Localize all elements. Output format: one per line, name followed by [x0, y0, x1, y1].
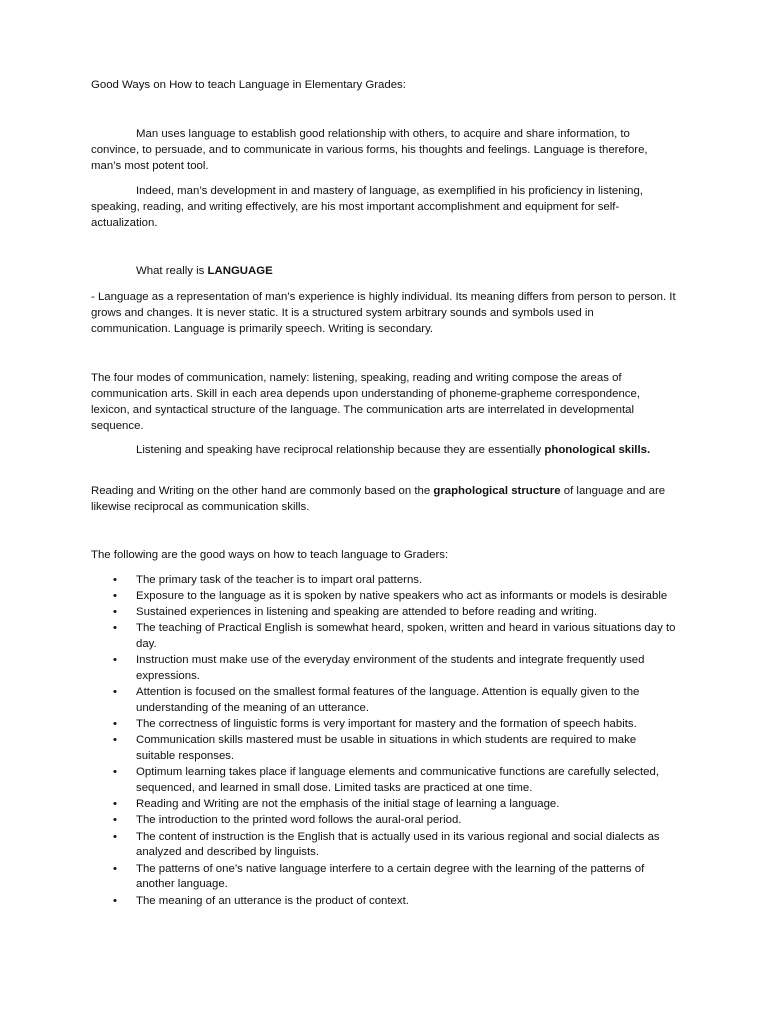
intro-paragraph-1: Man uses language to establish good relationship with others, to acquire and share information, to convince, to persuade, and to communicate in various forms, his thoughts and feelings. Language is therefore, man’s most potent tool.	[91, 128, 648, 172]
list-item	[91, 862, 676, 894]
list-item-text: Attention is focused on the smallest formal features of the language. Attention is equally given to the understanding of the meaning of an utterance.	[136, 686, 640, 715]
intro-paragraph-2: Indeed, man’s development in and mastery of language, as exemplified in his proficiency in listening, speaking, reading, and writing effectively, are his most important accomplishment and equipment for self-actualization.	[91, 185, 643, 229]
list-item-text: Reading and Writing are not the emphasis of the initial stage of learning a language.	[136, 798, 560, 811]
list-item-text: Exposure to the language as it is spoken by native speakers who act as informants or models is desirable	[136, 590, 668, 603]
bullet-icon: •	[113, 654, 117, 667]
list-item	[91, 621, 676, 653]
list-item-text: The content of instruction is the English that is actually used in its various regional and social dialects as analyzed and described by linguists.	[136, 830, 660, 859]
list-item-text: The introduction to the printed word follows the aural-oral period.	[136, 814, 462, 827]
list-item-text: Communication skills mastered must be usable in situations in which students are required to make suitable responses.	[136, 734, 637, 763]
list-item	[91, 573, 676, 589]
graphological-structure-term: graphological structure	[433, 485, 561, 497]
bullet-icon: •	[113, 830, 117, 843]
bullet-icon: •	[113, 622, 117, 635]
list-item	[91, 894, 676, 910]
list-item-text: Instruction must make use of the everyday environment of the students and integrate frequently used expressions.	[136, 654, 645, 683]
list-item	[91, 589, 676, 605]
list-item	[91, 605, 676, 621]
list-item-text: Optimum learning takes place if language elements and communicative functions are carefully selected, sequenced, and learned in small dose. Limited tasks are practiced at one time.	[136, 766, 659, 795]
list-intro: The following are the good ways on how to teach language to Graders:	[91, 549, 449, 561]
reading-suffix: of language and are likewise reciprocal as communication skills.	[91, 485, 666, 513]
bullet-icon: •	[113, 814, 117, 827]
list-item	[91, 813, 676, 829]
list-item	[91, 653, 676, 685]
list-item-text: The patterns of one’s native language interfere to a certain degree with the learning of the patterns of another language.	[136, 862, 645, 891]
bullet-icon: •	[113, 686, 117, 699]
bullet-icon: •	[113, 798, 117, 811]
bullet-icon: •	[113, 862, 117, 875]
listening-speaking-paragraph	[91, 443, 676, 459]
list-item-text: The meaning of an utterance is the product of context.	[136, 894, 409, 907]
language-keyword: LANGUAGE	[207, 265, 273, 277]
list-item-text: The primary task of the teacher is to impart oral patterns.	[136, 574, 423, 586]
reading-writing-paragraph	[91, 484, 676, 516]
bullet-icon: •	[113, 894, 117, 907]
list-item	[91, 797, 676, 813]
list-item	[91, 733, 676, 765]
list-item-text: The correctness of linguistic forms is very important for mastery and the formation of speech habits.	[136, 718, 637, 731]
list-item-text: The teaching of Practical English is somewhat heard, spoken, written and heard in various situations day to day.	[136, 622, 676, 651]
four-modes-paragraph: The four modes of communication, namely: listening, speaking, reading and writing compose the areas of communication arts. Skill in each area depends upon understanding of phoneme-grapheme correspondence, lexicon, and syntactical structure of the language. The communication arts are interrelated in developmental sequence.	[91, 372, 640, 432]
list-item	[91, 830, 676, 862]
what-is-language-heading	[91, 264, 676, 280]
good-ways-list	[91, 573, 676, 910]
bullet-icon: •	[113, 574, 117, 586]
language-definition-paragraph: - Language as a representation of man’s experience is highly individual. Its meaning differs from person to person. It grows and changes. It is never static. It is a structured system arbitrary sounds and symbols used in communication. Language is primarily speech. Writing is secondary.	[91, 291, 676, 335]
phonological-skills-term: phonological skills.	[544, 444, 651, 456]
list-item-text: Sustained experiences in listening and speaking are attended to before reading and writing.	[136, 606, 597, 619]
reading-prefix: Reading and Writing on the other hand are commonly based on the	[91, 485, 434, 497]
bullet-icon: •	[113, 718, 117, 731]
list-item	[91, 765, 676, 797]
list-item	[91, 717, 676, 733]
what-is-prefix: What really is	[136, 265, 208, 277]
document-title: Good Ways on How to teach Language in Elementary Grades:	[91, 79, 406, 91]
bullet-icon: •	[113, 606, 117, 619]
list-item	[91, 685, 676, 717]
bullet-icon: •	[113, 734, 117, 747]
bullet-icon: •	[113, 766, 117, 779]
listening-prefix: Listening and speaking have reciprocal relationship because they are essentially	[136, 444, 545, 456]
bullet-icon: •	[113, 590, 117, 603]
